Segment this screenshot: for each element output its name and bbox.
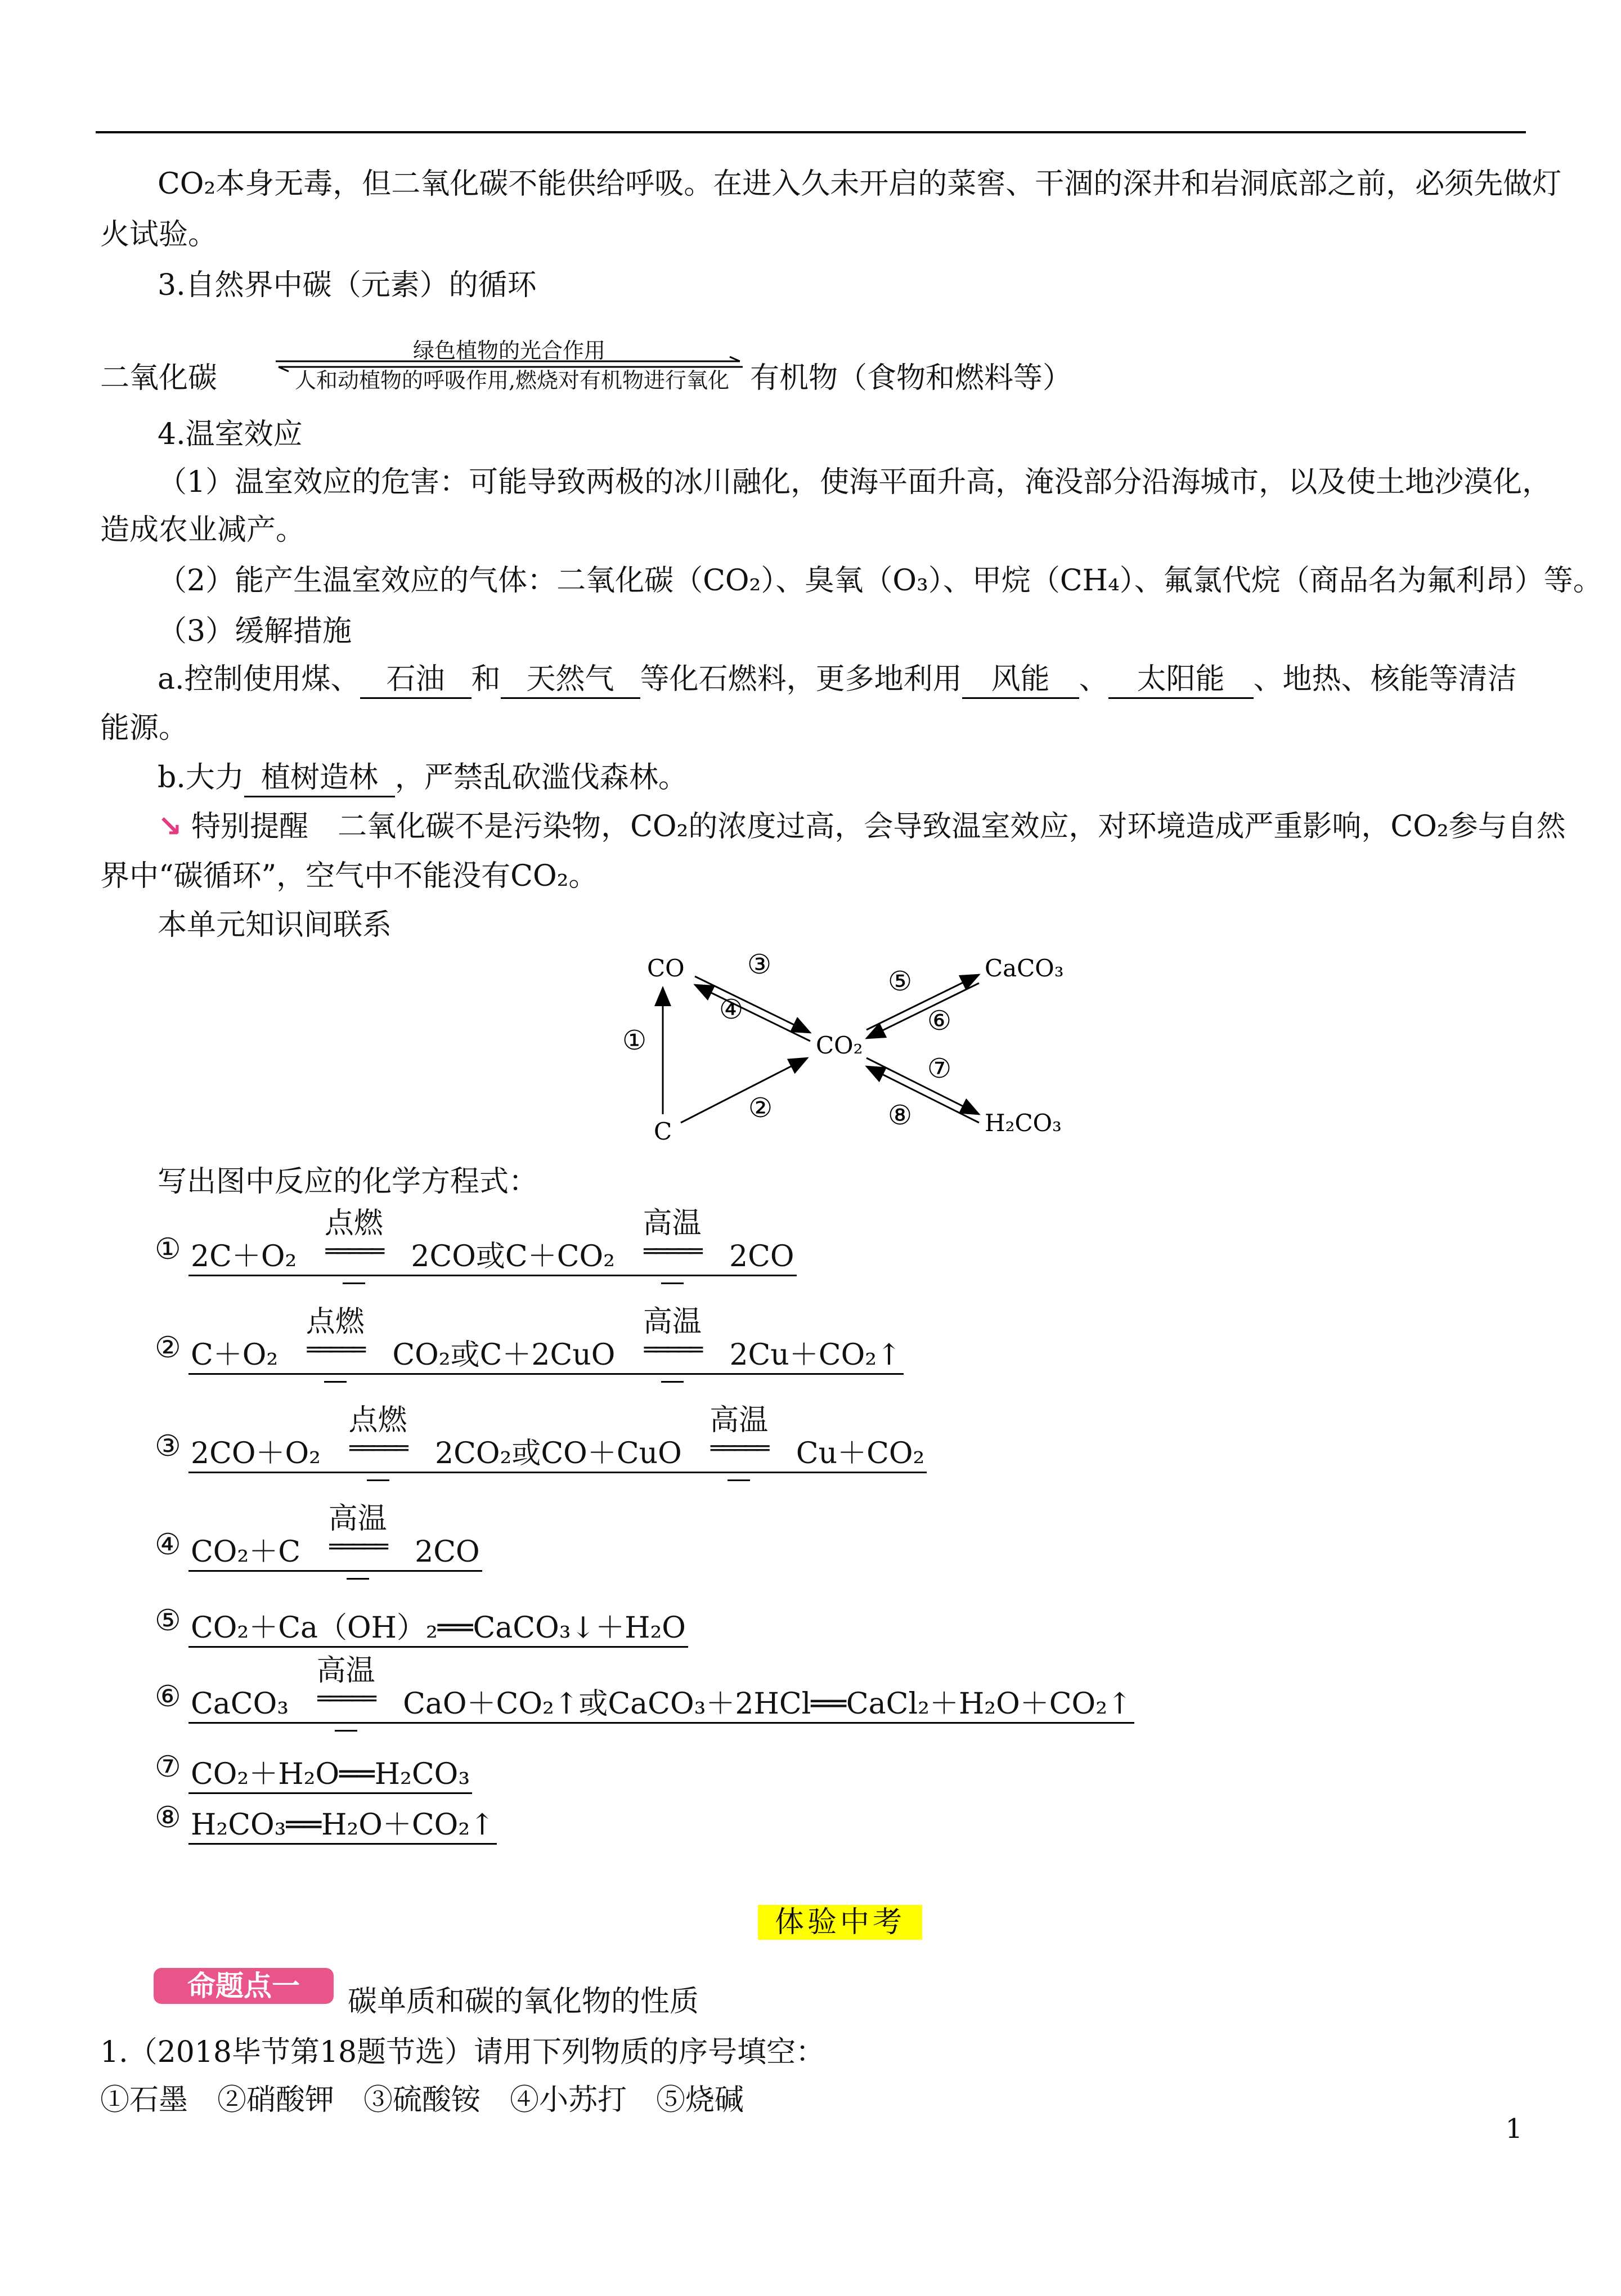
node-h2co3: H₂CO₃: [985, 1109, 1062, 1137]
label-5: ⑤: [888, 966, 913, 997]
reaction-diagram: [591, 945, 1097, 1154]
equation-answer: [188, 1502, 482, 1572]
equation-answer: [188, 1305, 904, 1375]
reactants: CaCO₃: [191, 1687, 289, 1721]
cycle-left-label: 二氧化碳: [100, 361, 218, 395]
measure-a-suffix: 、地热、核能等清洁: [1253, 662, 1517, 696]
node-c: C: [654, 1118, 672, 1145]
equation-answer: [188, 1403, 927, 1473]
arrow-co2-co: [695, 985, 810, 1041]
s4-item-1b: 造成农业减产。: [100, 513, 306, 547]
label-3: ③: [747, 949, 772, 980]
products: 2CO: [415, 1535, 480, 1569]
products: Cu＋CO₂: [796, 1437, 925, 1470]
equation-number: ①: [155, 1232, 181, 1266]
cycle-right-label: 有机物（食物和燃料等）: [750, 361, 1072, 395]
reactants: 2C＋O₂: [191, 1240, 297, 1273]
tip-label: 特别提醒: [191, 810, 309, 844]
measure-b: [158, 760, 688, 797]
s4-item-3: （3）缓解措施: [158, 615, 352, 648]
condition-marker: 高温 ═════: [304, 1686, 388, 1722]
fill-solar-energy: 太阳能: [1108, 661, 1254, 699]
write-title: 写出图中反应的化学方程式：: [158, 1165, 538, 1199]
section-3-title: 3.自然界中碳（元素）的循环: [158, 268, 537, 302]
section-4-title: 4.温室效应: [158, 418, 303, 451]
label-1: ①: [622, 1025, 647, 1056]
intro-line-2: 火试验。: [100, 218, 218, 252]
condition-text: 高温: [316, 1654, 375, 1688]
condition-text: 高温: [710, 1403, 769, 1437]
equation-answer: CO₂＋H₂O══H₂CO₃: [188, 1750, 472, 1794]
condition-marker: 点燃 ═════: [293, 1337, 378, 1373]
cycle-bottom-label: 人和动植物的呼吸作用,燃烧对有机物进行氧化: [294, 368, 730, 393]
condition-text: 高温: [643, 1305, 702, 1339]
arrow-c-co2: [681, 1058, 807, 1123]
condition-text: 高温: [328, 1502, 387, 1536]
node-caco3: CaCO₃: [985, 954, 1064, 982]
condition-text: 点燃: [324, 1207, 383, 1240]
arrow-co2-h2co3: [866, 1058, 979, 1114]
arrow-h2co3-co2: [866, 1066, 979, 1123]
measure-a-prefix: a.控制使用煤、: [158, 662, 360, 696]
label-4: ④: [719, 994, 744, 1025]
measure-a-and: 和: [471, 662, 501, 696]
equation-number: ④: [155, 1528, 181, 1562]
label-7: ⑦: [927, 1053, 952, 1084]
equation-answer: [188, 1207, 797, 1276]
products: CaO＋CO₂↑或CaCO₃＋2HCl══CaCl₂＋H₂O＋CO₂↑: [403, 1687, 1132, 1721]
equation-number: ②: [155, 1331, 181, 1365]
equation-number: ⑦: [155, 1750, 181, 1784]
condition-text: 点燃: [306, 1305, 365, 1339]
arrow-icon: ↘: [158, 810, 182, 844]
cycle-top-label: 绿色植物的光合作用: [412, 338, 605, 363]
node-co2: CO₂: [816, 1032, 863, 1059]
equation-number: ③: [155, 1429, 181, 1463]
products-or-reactants: CO₂或C＋2CuO: [392, 1338, 616, 1372]
fill-oil: 石油: [360, 661, 472, 699]
s4-item-2: （2）能产生温室效应的气体：二氧化碳（CO₂）、臭氧（O₃）、甲烷（CH₄）、氟氯代烷（商品名为氟利昂）等。: [158, 564, 1602, 598]
fill-afforestation: 植树造林: [244, 760, 395, 797]
equation-number: ⑤: [155, 1604, 181, 1638]
condition-marker: 高温 ═════: [697, 1436, 781, 1472]
special-tip-line-2: 界中“碳循环”，空气中不能没有CO₂。: [100, 859, 598, 893]
measure-a-line-2: 能源。: [100, 711, 188, 745]
special-tip: [158, 809, 1566, 845]
condition-marker: 高温 ═════: [630, 1337, 715, 1373]
measure-a-mid: 等化石燃料，更多地利用: [640, 662, 962, 696]
question-1: 1.（2018毕节第18题节选）请用下列物质的序号填空：: [100, 2035, 825, 2069]
equation-number: ⑧: [155, 1801, 181, 1835]
arrow-co2-caco3: [866, 975, 979, 1030]
unit-title: 本单元知识间联系: [158, 908, 392, 942]
reactants: C＋O₂: [191, 1338, 279, 1372]
fill-natural-gas: 天然气: [501, 661, 640, 699]
equation-answer: CO₂＋Ca（OH）₂══CaCO₃↓＋H₂O: [188, 1604, 688, 1648]
measure-b-prefix: b.大力: [158, 761, 244, 795]
condition-marker: 高温 ═════: [630, 1239, 715, 1275]
measure-b-suffix: ，严禁乱砍滥伐森林。: [394, 761, 688, 795]
products-or-reactants: 2CO₂或CO＋CuO: [435, 1437, 682, 1470]
equation-answer: [188, 1654, 1134, 1724]
topic-title: 碳单质和碳的氧化物的性质: [348, 1985, 699, 2019]
intro-line-1: CO₂本身无毒，但二氧化碳不能供给呼吸。在进入久未开启的菜窖、干涸的深井和岩洞底部之前，必须先做灯: [158, 167, 1562, 201]
condition-marker: 点燃 ═════: [312, 1239, 396, 1275]
condition-text: 点燃: [348, 1403, 407, 1437]
condition-marker: 高温 ═════: [316, 1534, 400, 1570]
condition-marker: 点燃 ═════: [336, 1436, 420, 1472]
measure-a: [158, 661, 1517, 699]
condition-text: 高温: [643, 1207, 702, 1240]
header-rule: [96, 131, 1526, 133]
tip-text: 二氧化碳不是污染物，CO₂的浓度过高，会导致温室效应，对环境造成严重影响，CO₂参与自然: [338, 810, 1566, 844]
section-banner: 体验中考: [758, 1905, 922, 1940]
fill-wind-energy: 风能: [962, 661, 1079, 699]
products: 2Cu＋CO₂↑: [729, 1338, 901, 1372]
topic-badge: 命题点一: [154, 1968, 334, 2004]
measure-a-sep: 、: [1079, 662, 1108, 696]
question-options: ①石墨 ②硝酸钾 ③硫酸铵 ④小苏打 ⑤烧碱: [100, 2083, 744, 2117]
page-number: 1: [1505, 2113, 1523, 2145]
reactants: CO₂＋C: [191, 1535, 301, 1569]
node-co: CO: [647, 954, 685, 982]
arrow-co-co2: [695, 976, 810, 1033]
reactants: 2CO＋O₂: [191, 1437, 321, 1470]
s4-item-1a: （1）温室效应的危害：可能导致两极的冰川融化，使海平面升高，淹没部分沿海城市，以及使土地沙漠化，: [158, 465, 1552, 499]
equation-number: ⑥: [155, 1680, 181, 1714]
label-6: ⑥: [927, 1005, 952, 1037]
label-8: ⑧: [888, 1100, 913, 1131]
arrow-caco3-co2: [866, 983, 979, 1038]
label-2: ②: [748, 1092, 773, 1124]
equation-answer: H₂CO₃══H₂O＋CO₂↑: [188, 1801, 497, 1845]
products: 2CO: [729, 1240, 794, 1273]
products-or-reactants: 2CO或C＋CO₂: [411, 1240, 615, 1273]
